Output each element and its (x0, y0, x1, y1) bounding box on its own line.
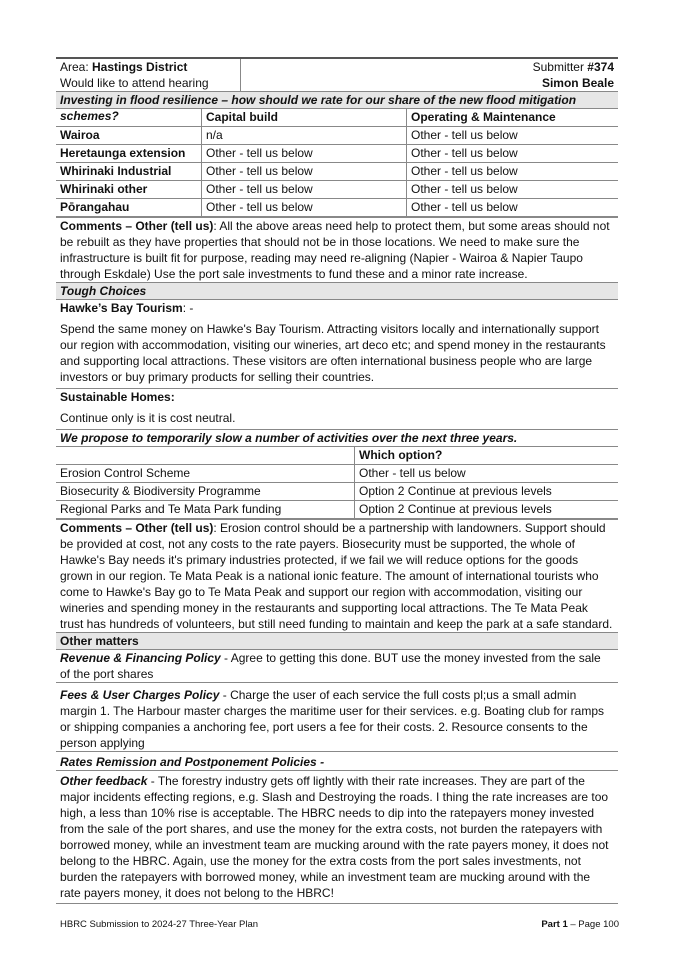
tourism-body (56, 316, 618, 388)
row-area: Wairoa (56, 127, 202, 145)
row-activity: Biosecurity & Biodiversity Programme (56, 483, 355, 501)
row-capital: Other - tell us below (202, 163, 407, 181)
slow-question: We propose to temporarily slow a number of activities over the next three years. (56, 429, 618, 446)
table-row (56, 483, 618, 501)
submitter-name: Simon Beale (541, 76, 614, 90)
table-row (56, 127, 618, 145)
homes-text: Continue only is it is cost neutral. (60, 411, 236, 425)
row-option: Option 2 Continue at previous levels (355, 501, 619, 519)
col-option: Which option? (355, 447, 619, 465)
submitter-label: Submitter (532, 60, 588, 74)
flood-comments-label: Comments – Other (tell us) (60, 219, 214, 233)
fees-block (56, 682, 618, 751)
revenue-text: - Agree to getting this done. BUT use the money invested from the sale of the port shares (60, 651, 601, 681)
tourism-text: Spend the same money on Hawke's Bay Tourism. Attracting visitors locally and internationally support our region with accommodation, visiting our wineries, art deco etc; and spend money in the restaurants and supporting local attractions. These visitors are often international business people who are large investors or buy primary products for selling their countries. (60, 322, 606, 384)
row-area: Heretaunga extension (56, 145, 202, 163)
slow-comments-label: Comments – Other (tell us) (60, 521, 214, 535)
homes-heading (56, 388, 618, 405)
table-row (56, 181, 618, 199)
row-capital: Other - tell us below (202, 181, 407, 199)
area-cell (56, 58, 241, 91)
tourism-suffix: : - (182, 301, 194, 315)
row-option: Other - tell us below (355, 465, 619, 483)
table-row (56, 145, 618, 163)
row-area: Whirinaki other (56, 181, 202, 199)
revenue-label: Revenue & Financing Policy (60, 651, 221, 665)
slow-comments (56, 519, 618, 632)
flood-question: Investing in flood resilience – how should we rate for our share of the new flood mitigation schemes? (56, 91, 618, 108)
tourism-heading (56, 299, 618, 316)
area-value: Hastings District (92, 60, 188, 74)
fees-text: - Charge the user of each service the full costs pl;us a small admin margin 1. The Harbour master charges the maritime user for their services. e.g. Boating club for ramps or shipping companies a anchoring fee, port users a fee for their costs. 2. Resource consents to the person applying (60, 688, 605, 750)
flood-comments-text: : All the above areas need help to protect them, but some areas should not be rebuilt as they have properties that should not be in those locations. We need to make sure the infrastructure is built fit for purpose, reading may need re-aligning (Napier - Wairoa & Napier Taupo through Eskdale) Use the port sale investments to fund these and a minor rate increase. (60, 219, 610, 281)
feedback-label: Other feedback (60, 774, 148, 788)
tourism-label: Hawke’s Bay Tourism (60, 301, 183, 315)
col-opex: Operating & Maintenance (407, 109, 619, 127)
footer-page (541, 919, 619, 930)
submission-document (56, 57, 618, 904)
homes-label: Sustainable Homes (60, 390, 171, 404)
feedback-block (56, 770, 618, 904)
row-opex: Other - tell us below (407, 199, 619, 217)
row-capital: n/a (202, 127, 407, 145)
feedback-text: - The forestry industry gets off lightly with their rate increases. They are part of the major incidents effecting regions, e.g. Slash and Destroying the roads. I thing the rate increases are too high, a less than 10% rise is acceptable. The HBRC needs to dip into the ratepayers money invested from the sale of the port shares, and use the money for the extra costs, not burden the ratepayers with borrowed money, while an investment team are mucking around with the rate payers money, it does not belong to the HBRC. Again, use the money for the extra costs from the port sales investments, not burden the ratepayers with borrowed money, while an investment team are mucking around with the rate payers money, it does not belong to the HBRC! (60, 774, 609, 900)
flood-table (56, 108, 618, 217)
submission-header (56, 57, 618, 91)
submitter-cell (241, 58, 619, 91)
row-option: Option 2 Continue at previous levels (355, 483, 619, 501)
attend-hearing: Would like to attend hearing (60, 76, 209, 90)
row-activity: Erosion Control Scheme (56, 465, 355, 483)
tough-choices-title: Tough Choices (56, 282, 618, 299)
row-area: Pōrangahau (56, 199, 202, 217)
submitter-number: #374 (587, 60, 614, 74)
row-opex: Other - tell us below (407, 145, 619, 163)
slow-table (56, 446, 618, 519)
slow-table-header (56, 447, 618, 465)
table-row (56, 501, 618, 519)
other-matters-title: Other matters (56, 632, 618, 649)
row-opex: Other - tell us below (407, 163, 619, 181)
row-capital: Other - tell us below (202, 145, 407, 163)
slow-comments-text: : Erosion control should be a partnership with landowners. Support should be provided at cost, not any costs to the rate payers. Biosecurity must be supported, the whole of Hawke's Bay needs it's primary industries protected, if we fail we will reduce options for the goods grown in our region. Te Mata Peak is a national ionic feature. The amount of international tourists who come to Hawke's Bay go to Te Mata Peak and support our region with accommodation, visiting our wineries and spending money in the restaurants and supporting local attractions. The Te Mata Peak trust has hundreds of volunteers, but still need funding to maintain and keep the park at a safe standard. (60, 521, 613, 631)
footer-part: Part 1 (541, 919, 568, 930)
footer-title: HBRC Submission to 2024-27 Three-Year Plan (60, 919, 259, 930)
homes-body (56, 405, 618, 429)
col-capital: Capital build (202, 109, 407, 127)
row-area: Whirinaki Industrial (56, 163, 202, 181)
flood-table-header (56, 109, 618, 127)
fees-label: Fees & User Charges Policy (60, 688, 220, 702)
area-label: Area: (60, 60, 93, 74)
rates-remission-label: Rates Remission and Postponement Policies - (56, 751, 618, 770)
table-row (56, 199, 618, 217)
flood-comments (56, 217, 618, 282)
homes-suffix: : (170, 390, 175, 404)
table-row (56, 163, 618, 181)
row-opex: Other - tell us below (407, 127, 619, 145)
row-opex: Other - tell us below (407, 181, 619, 199)
row-activity: Regional Parks and Te Mata Park funding (56, 501, 355, 519)
footer-page-number: – Page 100 (567, 919, 619, 930)
revenue-block (56, 649, 618, 682)
row-capital: Other - tell us below (202, 199, 407, 217)
table-row (56, 465, 618, 483)
